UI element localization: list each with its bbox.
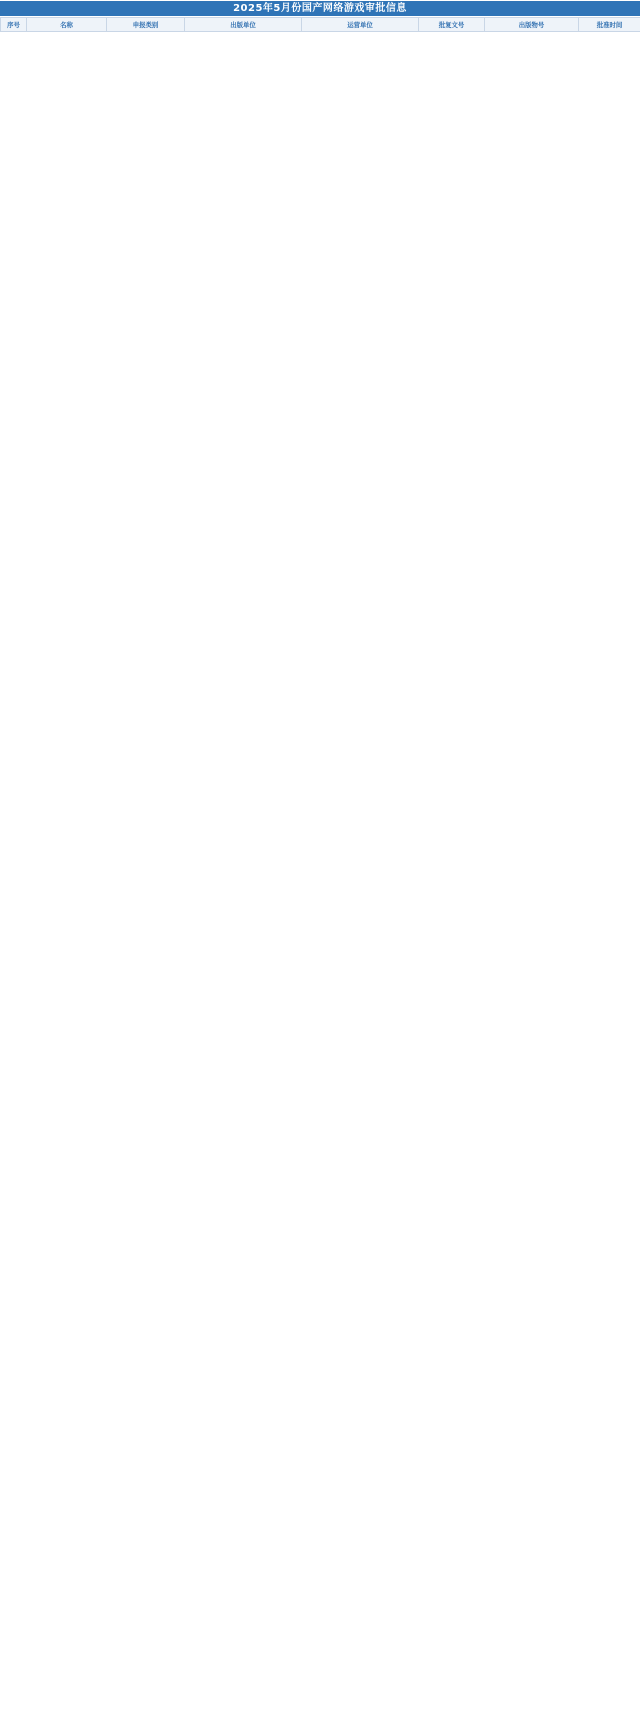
header-approval-date: 批准时间: [579, 18, 640, 32]
header-category: 申报类别: [107, 18, 185, 32]
header-publisher: 出版单位: [185, 18, 302, 32]
header-approval-number: 批复文号: [419, 18, 485, 32]
table-header-row: [1, 18, 640, 32]
header-isbn: 出版物号: [485, 18, 579, 32]
approval-table: [0, 17, 640, 32]
header-name: 名称: [27, 18, 107, 32]
header-index: 序号: [1, 18, 27, 32]
document-title: 2025年5月份国产网络游戏审批信息: [0, 1, 640, 16]
header-operator: 运营单位: [302, 18, 419, 32]
